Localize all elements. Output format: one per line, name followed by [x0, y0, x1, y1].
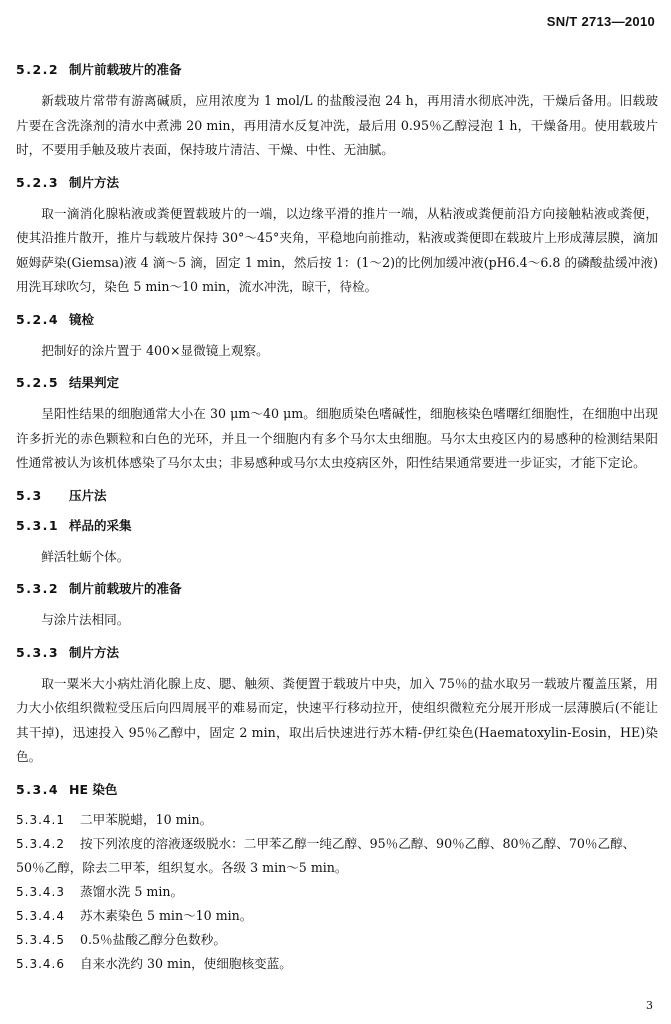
section-heading-5-3-3 [16, 643, 658, 663]
paragraph-5-3-3: 取一粟米大小病灶消化腺上皮、腮、触须、粪便置于载玻片中央，加入 75％的盐水取另一载玻片覆盖压紧，用力大小依组织微粒受压后向四周展平的难易而定，快速平行移动拉开，使组织微粒充分展开形成一层薄膜后(不能让其干掉)，迅速投入 95％乙醇中，固定 2 min，取出后快速进行苏木精-伊红染色(Haematoxylin-Eosin，HE)染色。 [16, 675, 658, 764]
section-heading-5-3-4 [16, 780, 658, 800]
paragraph-5-2-5: 呈阳性结果的细胞通常大小在 30 μm～40 μm。细胞质染色嗜碱性，细胞核染色嗜曙红细胞性，在细胞中出现许多折光的赤色颗粒和白色的光环，并且一个细胞内有多个马尔太虫细胞。马尔太虫疫区内的易感种的检测结果阳性通常被认为该机体感染了马尔太虫；非易感种或马尔太虫疫病区外，阳性结果通常要进一步证实，才能下定论。 [16, 406, 658, 470]
step-text: 苏木素染色 5 min～10 min。 [80, 907, 253, 923]
paragraph-5-3-1: 鲜活牡蛎个体。 [41, 548, 130, 564]
section-heading-5-3-1 [16, 516, 658, 536]
paragraph-5-2-2: 新载玻片常带有游离碱质，应用浓度为 1 mol/L 的盐酸浸泡 24 h，再用清水彻底冲洗，干燥后备用。旧载玻片要在含洗涤剂的清水中煮沸 20 min，再用清水反复冲洗，最后用 0.95％乙醇浸泡 1 h，干燥备用。使用载玻片时，不要用手触及玻片表面，保持玻片清洁、干燥、中性、无油腻。 [16, 93, 658, 157]
step-item [16, 880, 658, 904]
paragraph-5-2-3: 取一滴消化腺粘液或粪便置载玻片的一端，以边缘平滑的推片一端，从粘液或粪便前沿方向接触粘液或粪便，使其沿推片散开，推片与载玻片保持 30°～45°夹角，平稳地向前推动，粘液或粪便即在载玻片上形成薄层膜，滴加姬姆萨染(Giemsa)液 4 滴～5 滴，固定 1 min，然后按 1：(1～2)的比例加缓冲液(pH6.4～6.8 的磷酸盐缓冲液)用洗耳球吹匀，染色 5 min～10 min，流水冲洗，晾干，待检。 [16, 205, 658, 294]
section-number: 5.3.1 [16, 517, 60, 533]
step-text: 自来水洗约 30 min，使细胞核变蓝。 [80, 955, 292, 971]
section-title: 镜检 [69, 311, 95, 327]
step-number: 5.3.4.6 [16, 956, 65, 971]
step-number: 5.3.4.5 [16, 932, 65, 947]
section-number: 5.2.4 [16, 311, 60, 327]
section-heading-5-3-2 [16, 579, 658, 599]
section-heading-5-2-3 [16, 173, 658, 193]
he-staining-steps [16, 808, 658, 976]
section-number: 5.2.3 [16, 174, 60, 190]
section-title: 制片前载玻片的准备 [69, 62, 182, 77]
section-title: 压片法 [69, 487, 107, 503]
step-item [16, 928, 658, 952]
section-title: 样品的采集 [69, 517, 132, 533]
section-heading-5-2-2 [16, 60, 658, 80]
step-text: 二甲苯脱蜡，10 min。 [80, 811, 213, 827]
section-heading-5-2-4 [16, 310, 658, 330]
step-number: 5.3.4.3 [16, 884, 65, 899]
step-number: 5.3.4.2 [16, 836, 65, 851]
section-heading-5-3 [16, 486, 658, 506]
step-item [16, 952, 658, 976]
section-title: 制片方法 [69, 644, 120, 660]
paragraph-5-3-2: 与涂片法相同。 [41, 612, 130, 627]
step-number: 5.3.4.1 [16, 812, 65, 827]
section-number: 5.3.4 [16, 781, 60, 797]
paragraph-5-2-4: 把制好的涂片置于 400×显微镜上观察。 [41, 342, 269, 358]
section-number: 5.2.2 [16, 62, 60, 77]
section-title: 制片前载玻片的准备 [69, 581, 182, 596]
document-body [16, 60, 658, 976]
section-title: 制片方法 [69, 174, 120, 190]
page-number: 3 [646, 999, 653, 1012]
step-number: 5.3.4.4 [16, 908, 65, 923]
step-text: 按下列浓度的溶液逐级脱水：二甲苯乙醇一纯乙醇、95％乙醇、90％乙醇、80％乙醇、70％乙醇、50％乙醇，除去二甲苯，组织复水。各级 3 min～5 min。 [16, 835, 636, 875]
section-title: 结果判定 [69, 375, 120, 390]
section-number: 5.3.2 [16, 581, 60, 596]
step-item [16, 904, 658, 928]
step-item [16, 832, 658, 880]
step-item [16, 808, 658, 832]
step-text: 0.5％盐酸乙醇分色数秒。 [80, 931, 226, 947]
section-heading-5-2-5 [16, 373, 658, 393]
section-number: 5.2.5 [16, 375, 60, 390]
section-number: 5.3 [16, 487, 43, 503]
section-title: HE 染色 [69, 781, 118, 797]
section-number: 5.3.3 [16, 644, 60, 660]
step-text: 蒸馏水洗 5 min。 [80, 883, 184, 899]
standard-code-header: SN/T 2713—2010 [546, 14, 655, 29]
